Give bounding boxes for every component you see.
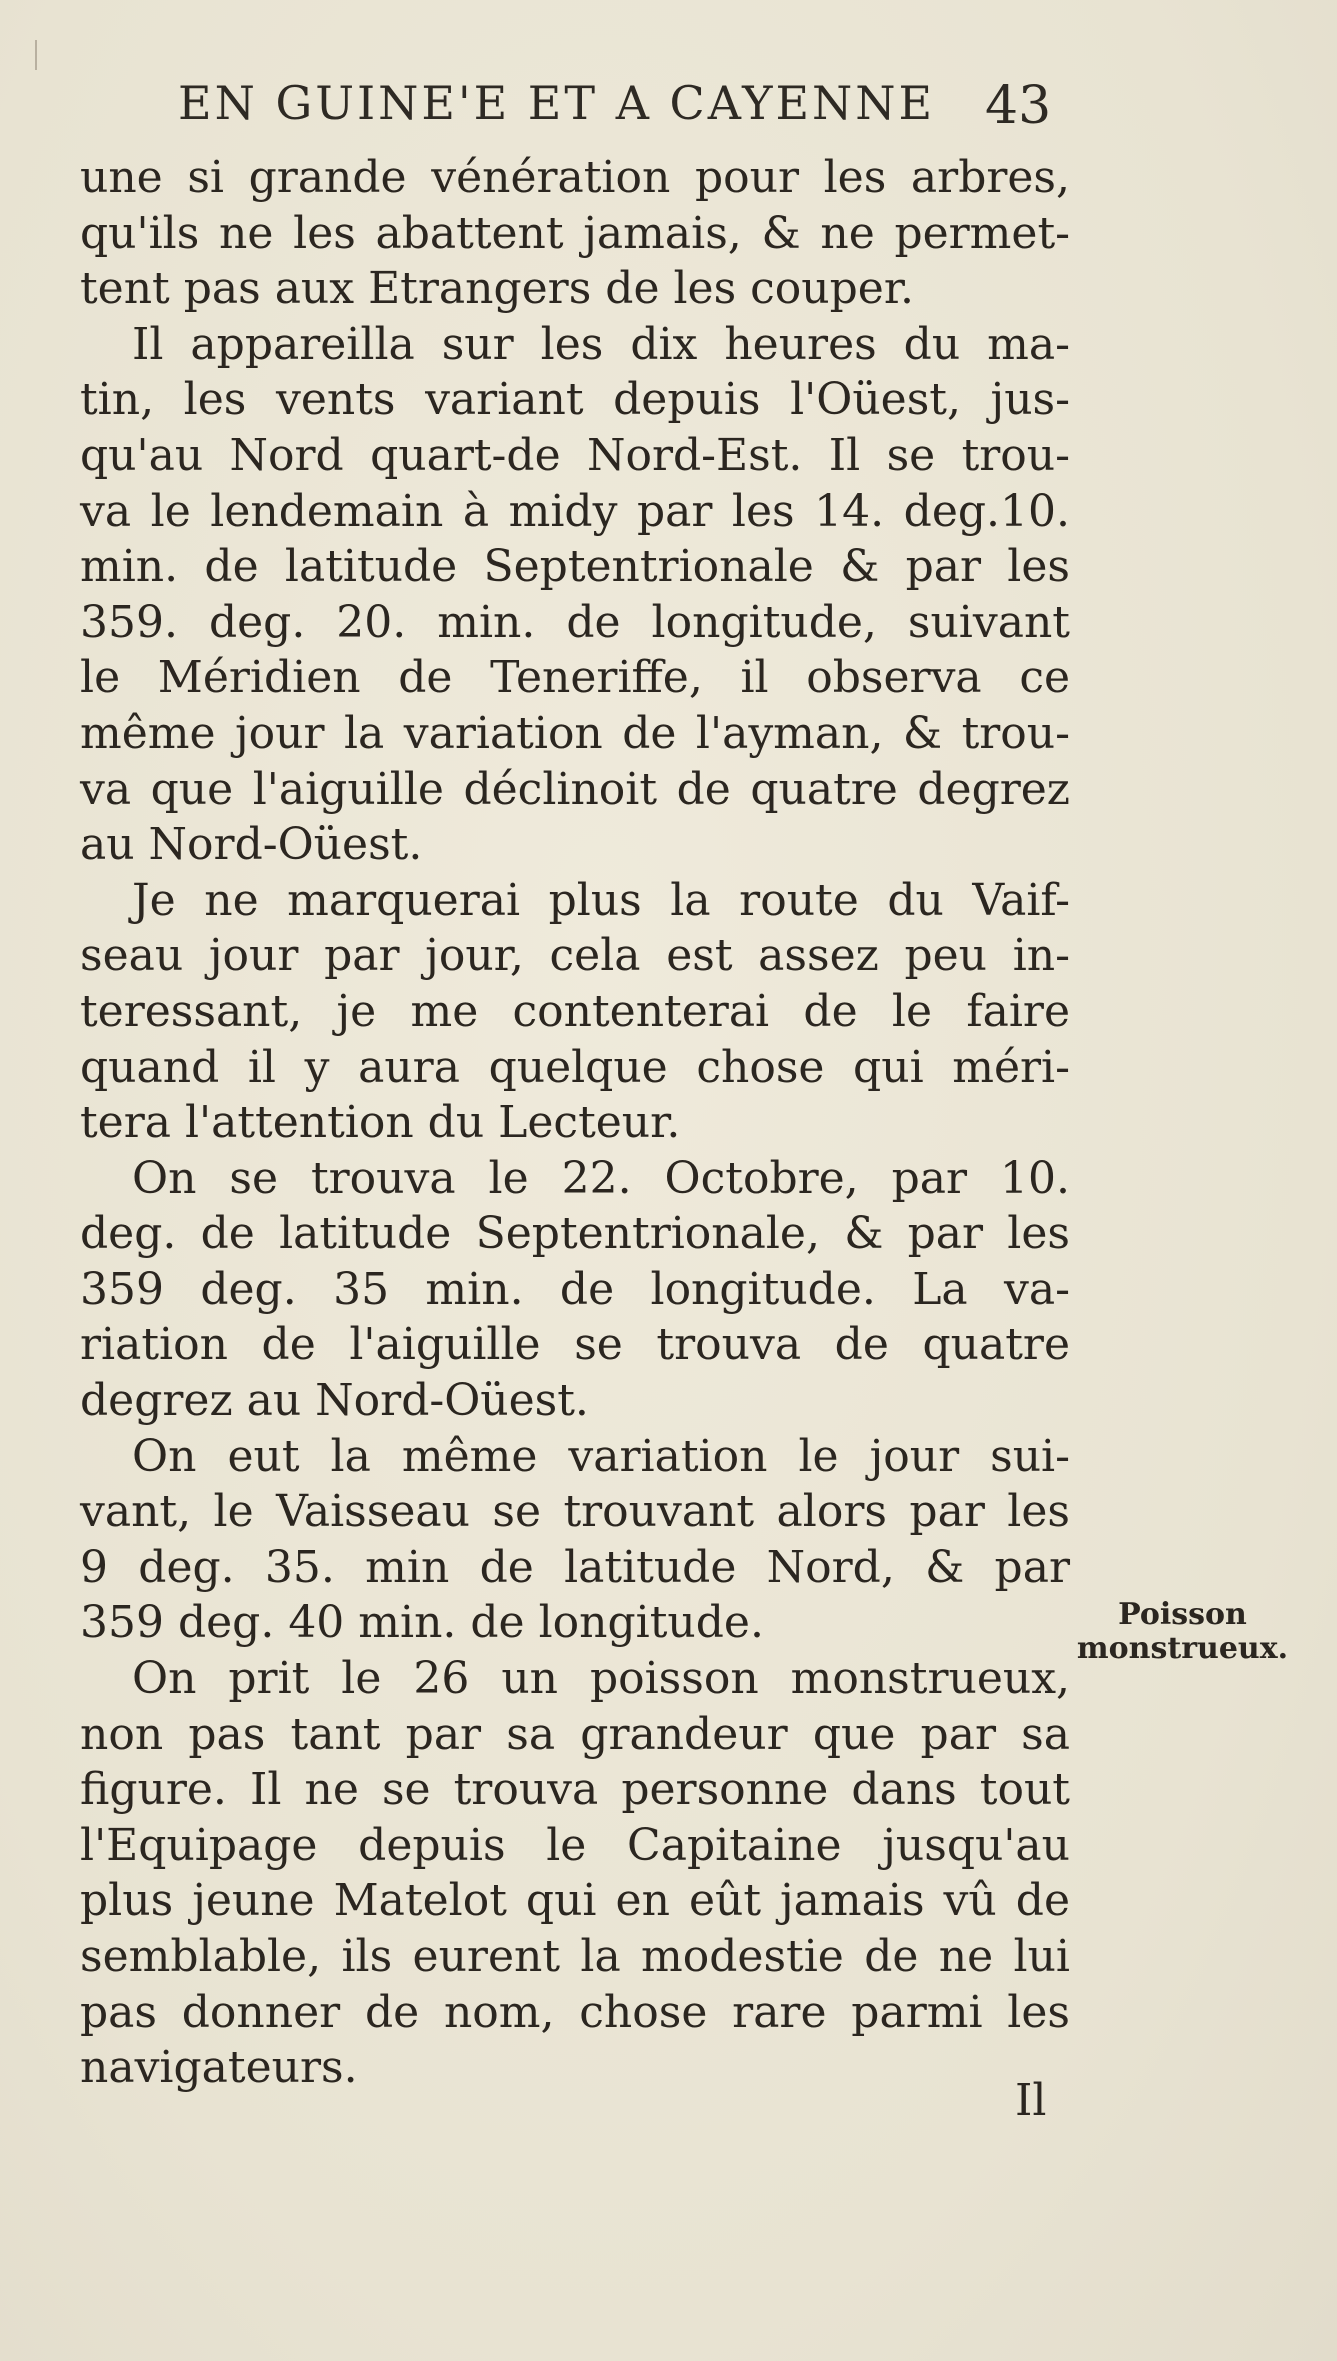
text-line: navigateurs. [80, 2042, 358, 2094]
text-line: 359 deg. 35 min. de longitude. La va- [80, 1263, 1070, 1315]
text-line: l'Equipage depuis le Capitaine jusqu'au [80, 1819, 1070, 1871]
margin-note-line: monstrueux. [1076, 1631, 1289, 1666]
text-line: deg. de latitude Septentrionale, & par les [80, 1208, 1070, 1260]
text-line: quand il y aura quelque chose qui méri- [80, 1041, 1070, 1093]
text-line: qu'ils ne les abattent jamais, & ne permet- [80, 207, 1070, 259]
text-line: va que l'aiguille déclinoit de quatre degrez [80, 763, 1070, 815]
text-line: semblable, ils eurent la modestie de ne lui [80, 1931, 1070, 1982]
catchword: Il [1015, 2075, 1047, 2126]
body-text [80, 150, 1070, 2096]
text-line: figure. Il ne se trouva personne dans tout [80, 1764, 1070, 1816]
text-line: tent pas aux Etrangers de les couper. [80, 263, 915, 315]
text-line: Il appareilla sur les dix heures du ma- [132, 318, 1070, 370]
text-line: tera l'attention du Lecteur. [80, 1097, 681, 1149]
text-line: riation de l'aiguille se trouva de quatre [80, 1319, 1070, 1371]
text-line: le Méridien de Teneriffe, il observa ce [80, 652, 1070, 704]
text-line: au Nord-Oüest. [80, 819, 423, 871]
text-line: degrez au Nord-Oüest. [80, 1375, 589, 1427]
text-line: 9 deg. 35. min de latitude Nord, & par [80, 1541, 1070, 1593]
margin-note [1070, 1598, 1295, 1666]
text-line: même jour la variation de l'ayman, & trou- [80, 707, 1070, 759]
page-number: 43 [985, 76, 1052, 136]
text-line: pas donner de nom, chose rare parmi les [80, 1986, 1070, 2038]
text-line: qu'au Nord quart-de Nord-Est. Il se trou- [80, 429, 1070, 481]
text-line: 359. deg. 20. min. de longitude, suivant [80, 596, 1070, 648]
stray-ink-mark [35, 40, 37, 70]
text-line: vant, le Vaisseau se trouvant alors par les [80, 1486, 1070, 1538]
text-line: teressant, je me contenterai de le faire [80, 985, 1070, 1037]
text-line: non pas tant par sa grandeur que par sa [80, 1708, 1070, 1760]
text-line: 359 deg. 40 min. de longitude. [80, 1597, 764, 1649]
text-line: min. de latitude Septentrionale & par les [80, 541, 1070, 593]
text-line: une si grande vénération pour les arbres, [80, 152, 1070, 203]
text-line: On se trouva le 22. Octobre, par 10. [132, 1152, 1070, 1204]
text-line: plus jeune Matelot qui en eût jamais vû de [80, 1875, 1070, 1927]
text-line: Je ne marquerai plus la route du Vaif- [132, 874, 1070, 926]
text-line: seau jour par jour, cela est assez peu in- [80, 930, 1070, 982]
running-head: EN GUINE'E ET A CAYENNE [178, 76, 936, 130]
text-line: tin, les vents variant depuis l'Oüest, jus- [80, 374, 1070, 426]
page-header [0, 68, 1337, 138]
text-line: va le lendemain à midy par les 14. deg.10. [80, 485, 1070, 537]
text-line: On prit le 26 un poisson monstrueux, [132, 1653, 1070, 1705]
margin-note-line: Poisson [1118, 1597, 1247, 1632]
text-line: On eut la même variation le jour sui- [132, 1430, 1070, 1482]
